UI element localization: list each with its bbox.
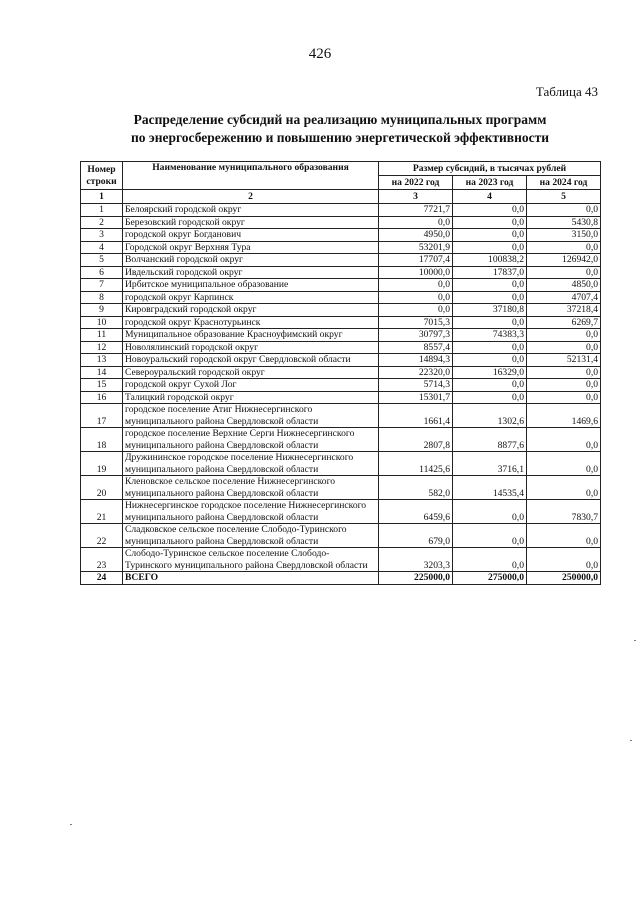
row-number: 13 bbox=[81, 354, 123, 367]
value-2024: 0,0 bbox=[527, 204, 601, 217]
header-col-1: 1 bbox=[81, 190, 123, 204]
value-2022: 10000,0 bbox=[379, 266, 453, 279]
value-2023: 0,0 bbox=[453, 204, 527, 217]
municipality-name: Березовский городской округ bbox=[123, 216, 379, 229]
municipality-name: Слободо-Туринское сельское поселение Слободо-Туринского муниципального района Свердловской области bbox=[123, 548, 379, 572]
title-line-2: по энергосбережению и повышению энергетической эффективности bbox=[130, 130, 549, 145]
table-row bbox=[81, 291, 601, 304]
row-number: 7 bbox=[81, 279, 123, 292]
table-row bbox=[81, 354, 601, 367]
value-2022: 0,0 bbox=[379, 304, 453, 317]
table-row bbox=[81, 379, 601, 392]
table-row bbox=[81, 229, 601, 242]
row-number: 22 bbox=[81, 524, 123, 548]
row-number: 23 bbox=[81, 548, 123, 572]
value-2022: 0,0 bbox=[379, 279, 453, 292]
value-2022: 582,0 bbox=[379, 476, 453, 500]
value-2023: 0,0 bbox=[453, 500, 527, 524]
table-row bbox=[81, 548, 601, 572]
value-2024: 0,0 bbox=[527, 428, 601, 452]
row-number: 4 bbox=[81, 241, 123, 254]
value-2023: 0,0 bbox=[453, 391, 527, 404]
scan-speck bbox=[70, 824, 72, 825]
header-col-3: 3 bbox=[379, 190, 453, 204]
value-2023: 37180,8 bbox=[453, 304, 527, 317]
row-number: 14 bbox=[81, 366, 123, 379]
municipality-name: городской округ Краснотурьинск bbox=[123, 316, 379, 329]
value-2024: 0,0 bbox=[527, 548, 601, 572]
scan-speck bbox=[630, 740, 632, 741]
header-name: Наименование муниципального образования bbox=[123, 162, 379, 190]
table-row bbox=[81, 428, 601, 452]
row-number: 21 bbox=[81, 500, 123, 524]
value-2024: 0,0 bbox=[527, 524, 601, 548]
value-2022: 14894,3 bbox=[379, 354, 453, 367]
municipality-name: Городской округ Верхняя Тура bbox=[123, 241, 379, 254]
table-row bbox=[81, 476, 601, 500]
table-row bbox=[81, 452, 601, 476]
row-number: 24 bbox=[81, 572, 123, 585]
row-number: 10 bbox=[81, 316, 123, 329]
table-row bbox=[81, 500, 601, 524]
value-2023: 0,0 bbox=[453, 279, 527, 292]
value-2024: 0,0 bbox=[527, 452, 601, 476]
value-2022: 679,0 bbox=[379, 524, 453, 548]
table-label: Таблица 43 bbox=[535, 84, 598, 99]
value-2024: 4850,0 bbox=[527, 279, 601, 292]
municipality-name: городское поселение Атиг Нижнесергинского муниципального района Свердловской области bbox=[123, 404, 379, 428]
municipality-name: Сладковское сельское поселение Слободо-Туринского муниципального района Свердловской области bbox=[123, 524, 379, 548]
value-2022: 53201,9 bbox=[379, 241, 453, 254]
table-row bbox=[81, 241, 601, 254]
value-2022: 7015,3 bbox=[379, 316, 453, 329]
table-row bbox=[81, 524, 601, 548]
row-number: 17 bbox=[81, 404, 123, 428]
value-2024: 0,0 bbox=[527, 341, 601, 354]
value-2022: 1661,4 bbox=[379, 404, 453, 428]
table-row bbox=[81, 204, 601, 217]
municipality-name: Белоярский городской округ bbox=[123, 204, 379, 217]
value-2022: 3203,3 bbox=[379, 548, 453, 572]
scan-speck bbox=[634, 640, 636, 641]
total-row bbox=[81, 572, 601, 585]
row-number: 8 bbox=[81, 291, 123, 304]
value-2023: 0,0 bbox=[453, 229, 527, 242]
value-2023: 8877,6 bbox=[453, 428, 527, 452]
value-2024: 37218,4 bbox=[527, 304, 601, 317]
value-2023: 0,0 bbox=[453, 379, 527, 392]
header-year-2023: на 2023 год bbox=[453, 176, 527, 190]
value-2023: 0,0 bbox=[453, 316, 527, 329]
row-number: 15 bbox=[81, 379, 123, 392]
municipality-name: городской округ Сухой Лог bbox=[123, 379, 379, 392]
table-row bbox=[81, 266, 601, 279]
table-row bbox=[81, 391, 601, 404]
header-subsidy-size: Размер субсидий, в тысячах рублей bbox=[379, 162, 601, 176]
value-2024: 7830,7 bbox=[527, 500, 601, 524]
row-number: 3 bbox=[81, 229, 123, 242]
municipality-name: Талицкий городской округ bbox=[123, 391, 379, 404]
value-2023: 0,0 bbox=[453, 291, 527, 304]
value-2024: 0,0 bbox=[527, 266, 601, 279]
total-2023: 275000,0 bbox=[453, 572, 527, 585]
municipality-name: Дружининское городское поселение Нижнесергинского муниципального района Свердловской области bbox=[123, 452, 379, 476]
document-title bbox=[80, 111, 600, 147]
row-number: 9 bbox=[81, 304, 123, 317]
value-2022: 2807,8 bbox=[379, 428, 453, 452]
value-2024: 3150,0 bbox=[527, 229, 601, 242]
value-2023: 17837,0 bbox=[453, 266, 527, 279]
value-2024: 4707,4 bbox=[527, 291, 601, 304]
value-2023: 14535,4 bbox=[453, 476, 527, 500]
value-2023: 0,0 bbox=[453, 241, 527, 254]
municipality-name: Кленовское сельское поселение Нижнесергинского муниципального района Свердловской области bbox=[123, 476, 379, 500]
value-2023: 0,0 bbox=[453, 341, 527, 354]
value-2022: 6459,6 bbox=[379, 500, 453, 524]
table-row bbox=[81, 304, 601, 317]
value-2024: 0,0 bbox=[527, 391, 601, 404]
value-2024: 0,0 bbox=[527, 366, 601, 379]
value-2024: 0,0 bbox=[527, 241, 601, 254]
municipality-name: Кировградский городской округ bbox=[123, 304, 379, 317]
row-number: 18 bbox=[81, 428, 123, 452]
value-2023: 100838,2 bbox=[453, 254, 527, 267]
municipality-name: Волчанский городской округ bbox=[123, 254, 379, 267]
municipality-name: Ирбитское муниципальное образование bbox=[123, 279, 379, 292]
municipality-name: городской округ Карпинск bbox=[123, 291, 379, 304]
header-col-2: 2 bbox=[123, 190, 379, 204]
value-2022: 0,0 bbox=[379, 216, 453, 229]
total-2022: 225000,0 bbox=[379, 572, 453, 585]
total-2024: 250000,0 bbox=[527, 572, 601, 585]
value-2024: 0,0 bbox=[527, 379, 601, 392]
header-year-2022: на 2022 год bbox=[379, 176, 453, 190]
title-line-1: Распределение субсидий на реализацию муниципальных программ bbox=[133, 112, 547, 127]
page-number: 426 bbox=[308, 46, 332, 62]
header-year-2024: на 2024 год bbox=[527, 176, 601, 190]
row-number: 16 bbox=[81, 391, 123, 404]
value-2022: 0,0 bbox=[379, 291, 453, 304]
table-row bbox=[81, 279, 601, 292]
row-number: 1 bbox=[81, 204, 123, 217]
value-2023: 3716,1 bbox=[453, 452, 527, 476]
value-2022: 11425,6 bbox=[379, 452, 453, 476]
value-2024: 0,0 bbox=[527, 476, 601, 500]
value-2022: 17707,4 bbox=[379, 254, 453, 267]
value-2022: 22320,0 bbox=[379, 366, 453, 379]
header-col-5: 5 bbox=[527, 190, 601, 204]
municipality-name: Новоуральский городской округ Свердловской области bbox=[123, 354, 379, 367]
municipality-name: Нижнесергинское городское поселение Нижнесергинского муниципального района Свердловской области bbox=[123, 500, 379, 524]
value-2024: 0,0 bbox=[527, 329, 601, 342]
value-2024: 5430,8 bbox=[527, 216, 601, 229]
table-row bbox=[81, 316, 601, 329]
row-number: 6 bbox=[81, 266, 123, 279]
municipality-name: Североуральский городской округ bbox=[123, 366, 379, 379]
row-number: 19 bbox=[81, 452, 123, 476]
value-2023: 0,0 bbox=[453, 524, 527, 548]
municipality-name: городской округ Богданович bbox=[123, 229, 379, 242]
value-2024: 6269,7 bbox=[527, 316, 601, 329]
row-number: 12 bbox=[81, 341, 123, 354]
value-2023: 1302,6 bbox=[453, 404, 527, 428]
municipality-name: Муниципальное образование Красноуфимский округ bbox=[123, 329, 379, 342]
table-row bbox=[81, 254, 601, 267]
value-2022: 7721,7 bbox=[379, 204, 453, 217]
table-body bbox=[81, 204, 601, 585]
value-2022: 30797,3 bbox=[379, 329, 453, 342]
header-col-4: 4 bbox=[453, 190, 527, 204]
table-row bbox=[81, 366, 601, 379]
municipality-name: городское поселение Верхние Серги Нижнесергинского муниципального района Свердловской области bbox=[123, 428, 379, 452]
value-2023: 16329,0 bbox=[453, 366, 527, 379]
total-label: ВСЕГО bbox=[123, 572, 379, 585]
value-2024: 126942,0 bbox=[527, 254, 601, 267]
row-number: 20 bbox=[81, 476, 123, 500]
header-row-number: Номер строки bbox=[81, 162, 123, 190]
row-number: 2 bbox=[81, 216, 123, 229]
value-2023: 0,0 bbox=[453, 354, 527, 367]
value-2023: 0,0 bbox=[453, 548, 527, 572]
value-2024: 52131,4 bbox=[527, 354, 601, 367]
row-number: 11 bbox=[81, 329, 123, 342]
table-row bbox=[81, 216, 601, 229]
table-row bbox=[81, 341, 601, 354]
value-2022: 15301,7 bbox=[379, 391, 453, 404]
value-2023: 0,0 bbox=[453, 216, 527, 229]
value-2022: 4950,0 bbox=[379, 229, 453, 242]
municipality-name: Новолялинский городской округ bbox=[123, 341, 379, 354]
subsidy-table bbox=[80, 161, 601, 585]
value-2022: 8557,4 bbox=[379, 341, 453, 354]
table-row bbox=[81, 329, 601, 342]
row-number: 5 bbox=[81, 254, 123, 267]
value-2022: 5714,3 bbox=[379, 379, 453, 392]
municipality-name: Ивдельский городской округ bbox=[123, 266, 379, 279]
value-2024: 1469,6 bbox=[527, 404, 601, 428]
value-2023: 74383,3 bbox=[453, 329, 527, 342]
table-row bbox=[81, 404, 601, 428]
